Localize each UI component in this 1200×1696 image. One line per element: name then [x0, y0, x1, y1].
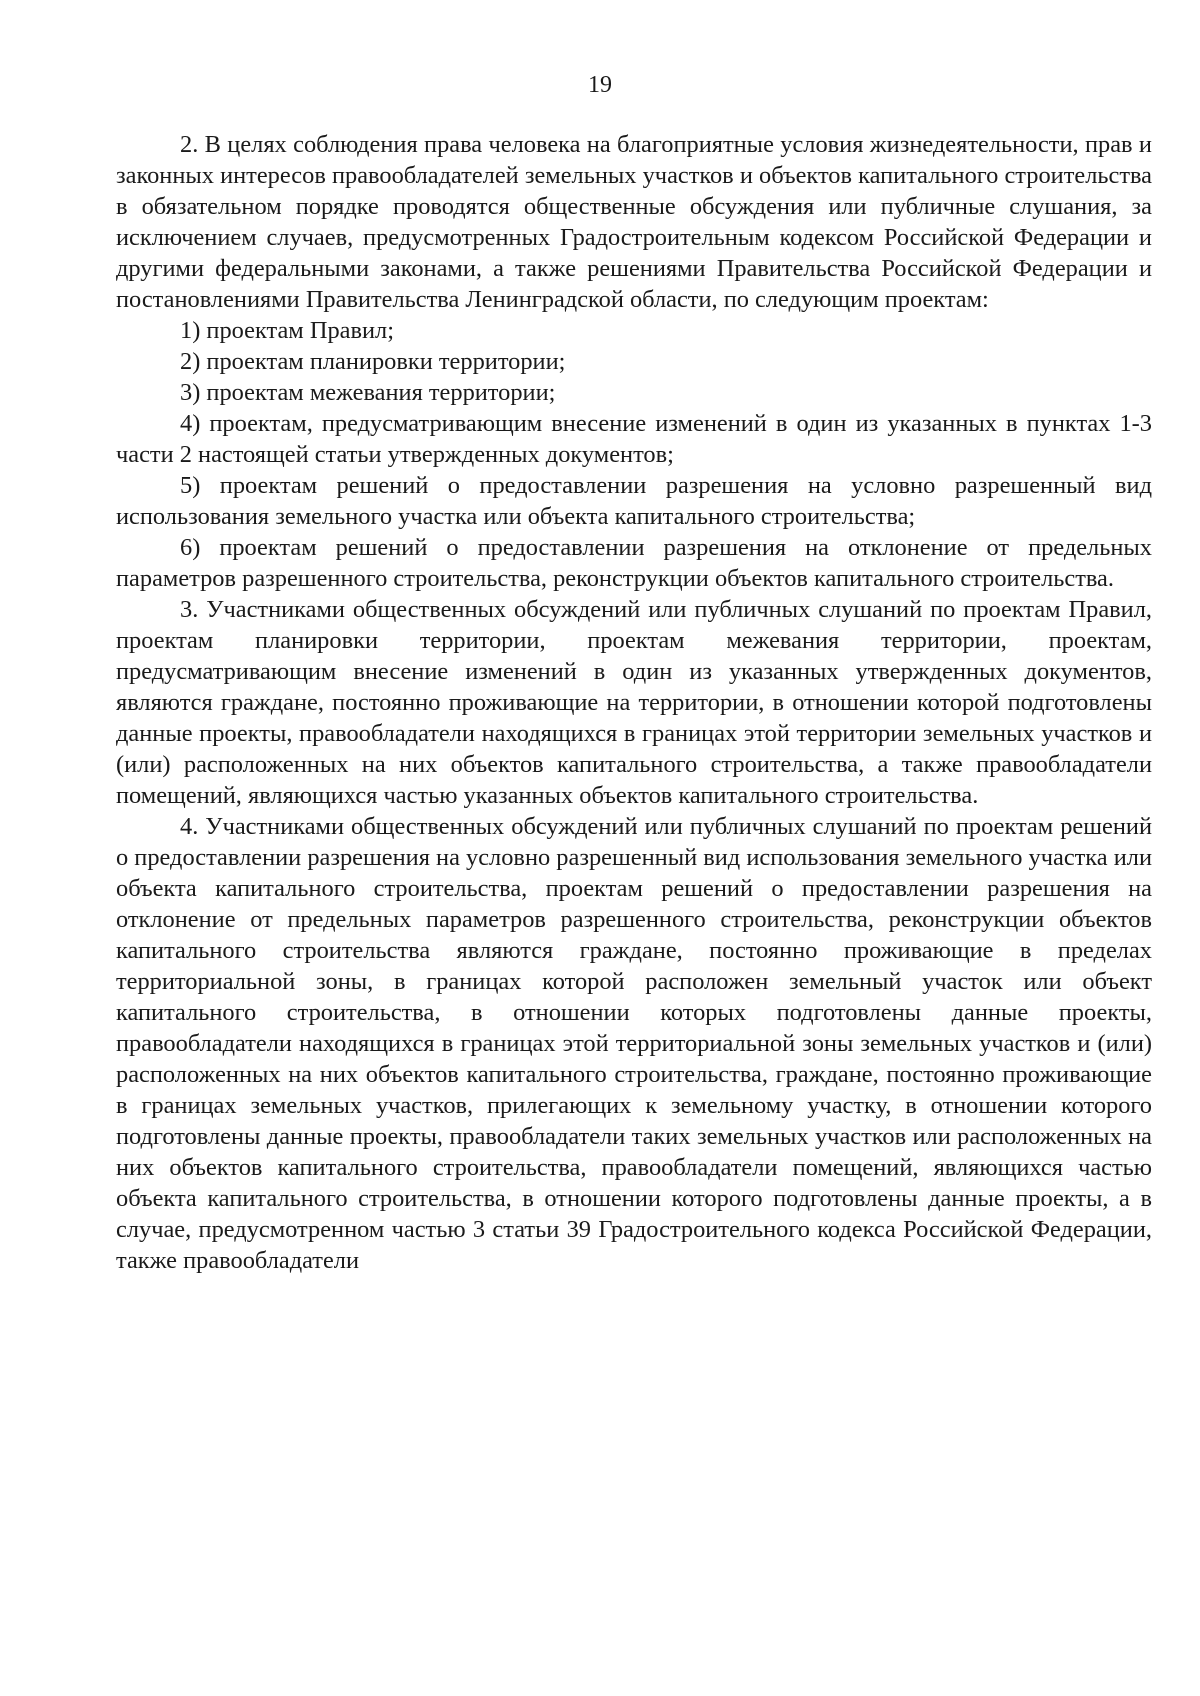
list-item-3: 3) проектам межевания территории;	[180, 379, 556, 406]
list-item-2: 2) проектам планировки территории;	[180, 348, 566, 375]
page-number: 19	[588, 72, 612, 98]
document-body	[116, 129, 1152, 1276]
list-item-4: 4) проектам, предусматривающим внесение изменений в один из указанных в пунктах 1-3 части 2 настоящей статьи утвержденных документов;	[116, 410, 1152, 468]
paragraph-part-2: 2. В целях соблюдения права человека на благоприятные условия жизнедеятельности, прав и законных интересов правообладателей земельных участков и объектов капитального строительства в обязательном порядке проводятся общественные обсуждения или публичные слушания, за исключением случаев, предусмотренных Градостроительным кодексом Российской Федерации и другими федеральными законами, а также решениями Правительства Российской Федерации и постановлениями Правительства Ленинградской области, по следующим проектам:	[116, 131, 1152, 313]
list-item-5: 5) проектам решений о предоставлении разрешения на условно разрешенный вид использования земельного участка или объекта капитального строительства;	[116, 472, 1152, 530]
list-item-1: 1) проектам Правил;	[180, 317, 394, 344]
paragraph-part-4: 4. Участниками общественных обсуждений или публичных слушаний по проектам решений о предоставлении разрешения на условно разрешенный вид использования земельного участка или объекта капитального строительства, проектам решений о предоставлении разрешения на отклонение от предельных параметров разрешенного строительства, реконструкции объектов капитального строительства являются граждане, постоянно проживающие в пределах территориальной зоны, в границах которой расположен земельный участок или объект капитального строительства, в отношении которых подготовлены данные проекты, правообладатели находящихся в границах этой территориальной зоны земельных участков и (или) расположенных на них объектов капитального строительства, граждане, постоянно проживающие в границах земельных участков, прилегающих к земельному участку, в отношении которого подготовлены данные проекты, правообладатели таких земельных участков или расположенных на них объектов капитального строительства, правообладатели помещений, являющихся частью объекта капитального строительства, в отношении которого подготовлены данные проекты, а в случае, предусмотренном частью 3 статьи 39 Градостроительного кодекса Российской Федерации, также правообладатели	[116, 813, 1152, 1274]
paragraph-part-3: 3. Участниками общественных обсуждений или публичных слушаний по проектам Правил, проектам планировки территории, проектам межевания территории, проектам, предусматривающим внесение изменений в один из указанных утвержденных документов, являются граждане, постоянно проживающие на территории, в отношении которой подготовлены данные проекты, правообладатели находящихся в границах этой территории земельных участков и (или) расположенных на них объектов капитального строительства, а также правообладатели помещений, являющихся частью указанных объектов капитального строительства.	[116, 596, 1152, 809]
list-item-6: 6) проектам решений о предоставлении разрешения на отклонение от предельных параметров разрешенного строительства, реконструкции объектов капитального строительства.	[116, 534, 1152, 592]
